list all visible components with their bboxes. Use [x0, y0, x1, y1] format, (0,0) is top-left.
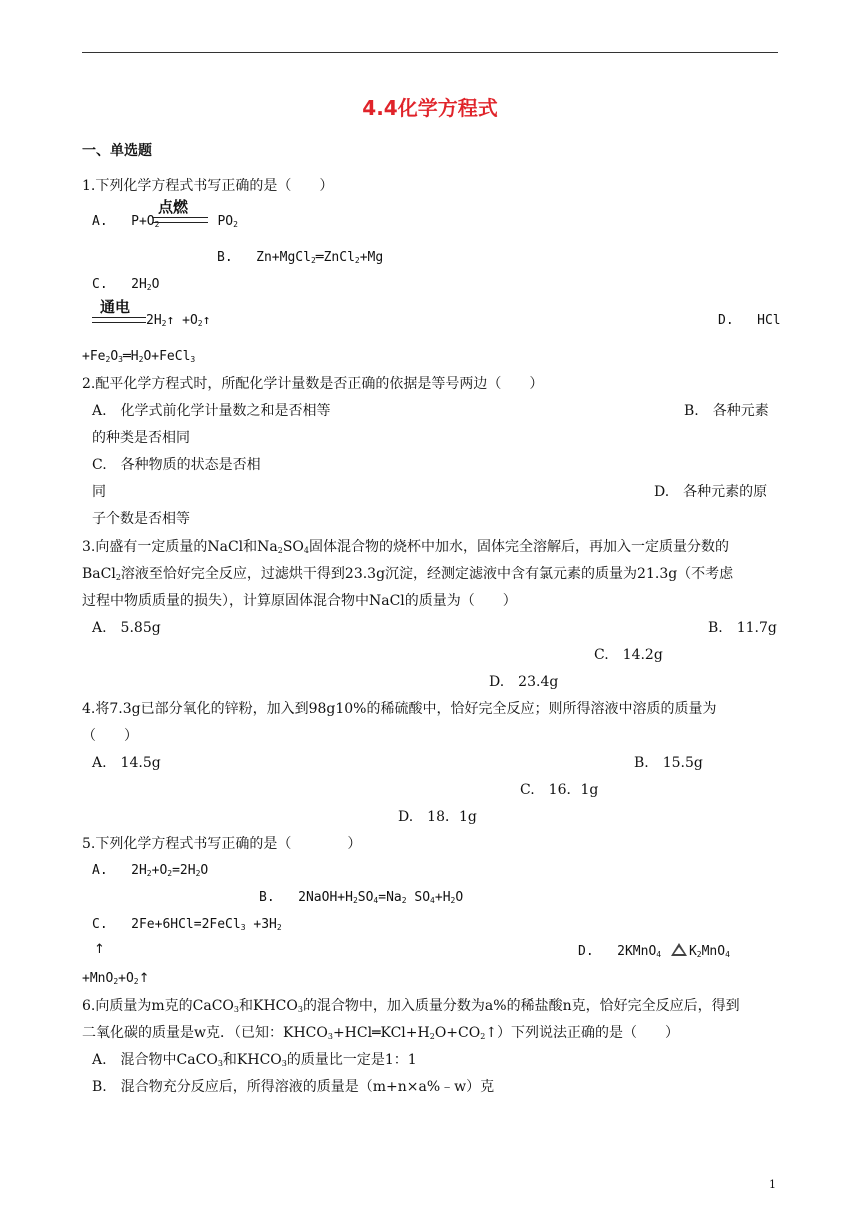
q3-option-c: C. 14.2g: [594, 647, 663, 663]
q5-d-label: D.: [578, 944, 594, 959]
q2-option-b: B. 各种元素: [684, 403, 769, 419]
q1-d-cont-2: O: [110, 349, 119, 364]
q3-option-d: D. 23.4g: [489, 674, 559, 690]
q1-c-formula-2: O: [151, 277, 160, 292]
q6-a-part-3: 的质量比一定是1：1: [286, 1052, 417, 1068]
q6-line-2b: +HCl═KCl+H: [332, 1025, 430, 1041]
q1-d-cont-3: ═H: [122, 349, 139, 364]
q1-c-products-2: ↑ +O: [166, 313, 198, 328]
q1-c-products-1: 2H: [146, 313, 162, 328]
q1-b-label: B.: [217, 250, 233, 265]
q1-d-formula: HCl: [757, 313, 781, 328]
q3-line-2b: 溶液至恰好完全反应，过滤烘干得到23.3g沉淀，经测定滤液中含有氯元素的质量为21.3g（不考虑: [120, 566, 734, 582]
q1-c-condition: 通电: [100, 298, 131, 316]
q5-option-d: D. 2KMnO$_4$ $K_2MnO_4$: [578, 944, 730, 959]
question-4-line-1: 4.将7.3g已部分氧化的锌粉，加入到98g10%的稀硫酸中，恰好完全反应；则所得溶液中溶质的质量为: [82, 701, 717, 717]
q6-line-1b: 和KHCO: [238, 998, 298, 1014]
q1-option-b: B. Zn+MgCl$_2$═ZnCl$_2$+Mg: [217, 250, 384, 265]
q3-line-1c: 固体混合物的烧杯中加水，固体完全溶解后，再加入一定质量分数的: [309, 539, 730, 555]
q3-line-1a: 3.向盛有一定质量的NaCl和Na: [82, 539, 278, 555]
q3-line-2a: BaCl: [82, 566, 116, 582]
question-6-line-1: 6.向质量为m克的CaCO$_3$和$KHCO_3$的混合物中，加入质量分数为a%的稀盐酸n克，恰好完全反应后，得到: [82, 998, 740, 1014]
q1-d-label: D.: [718, 313, 734, 328]
q1-b-formula-3: +Mg: [359, 250, 384, 265]
q1-b-formula-2: ═ZnCl: [315, 250, 355, 265]
q1-option-c: C. $2H_2O$: [92, 277, 160, 292]
question-2-stem: 2.配平化学方程式时，所配化学计量数是否正确的依据是等号两边（ ）: [82, 376, 544, 392]
q6-line-2c: O+CO: [434, 1025, 481, 1041]
q1-c-label: C.: [92, 277, 108, 292]
q1-c-products: $2H_2↑$ $+O_2↑$: [146, 313, 211, 328]
section-heading: 一、单选题: [82, 143, 152, 159]
q1-option-d: [718, 312, 781, 330]
q1-d-cont-1: +Fe: [82, 349, 106, 364]
q4-option-b: B. 15.5g: [634, 755, 703, 771]
q5-c-gas-arrow: ↑: [94, 942, 105, 957]
q1-a-condition: 点燃: [158, 198, 189, 216]
question-5-stem: 5.下列化学方程式书写正确的是（ ）: [82, 836, 362, 852]
q1-c-equals: [92, 317, 146, 323]
q1-b-formula: Zn+MgCl: [256, 250, 311, 265]
q5-option-b: B. $2NaOH+H_2SO_4=Na_2$ $SO_4+H_2O$: [259, 890, 464, 905]
q1-a-label: A.: [92, 214, 108, 229]
q5-a-label: A.: [92, 863, 108, 878]
q1-option-d-continued: $+Fe_2O_3═H_2O+FeCl_3$: [82, 349, 196, 364]
q3-option-b: B. 11.7g: [708, 620, 777, 636]
q6-line-1c: 的混合物中，加入质量分数为a%的稀盐酸n克，恰好完全反应后，得到: [302, 998, 740, 1014]
q6-a-part-2: 和KHCO: [222, 1052, 282, 1068]
question-3-line-1: 3.向盛有一定质量的NaCl和$Na_2SO_4$固体混合物的烧杯中加水，固体完全溶解后，再加入一定质量分数的: [82, 539, 730, 555]
q1-c-formula: 2H: [131, 277, 147, 292]
q2-option-d: D. 各种元素的原: [654, 484, 768, 500]
page-number: 1: [769, 1178, 776, 1191]
q2-option-b-continued: 的种类是否相同: [92, 430, 190, 446]
q6-option-b: B. 混合物充分反应后，所得溶液的质量是（m+n×a%﹣w）克: [92, 1079, 495, 1095]
q4-option-a: A. 14.5g: [92, 755, 161, 771]
q4-option-d: D. 18．1g: [398, 809, 477, 825]
q6-a-part-1: A. 混合物中CaCO: [92, 1052, 218, 1068]
heat-triangle-icon: [671, 943, 687, 956]
question-6-line-2: 二氧化碳的质量是w克．（已知：$KHCO_3+HCl═KCl+H_2O+CO_2↑$）下列说法正确的是（ ）: [82, 1025, 680, 1041]
question-4-line-2: （ ）: [82, 728, 138, 744]
q5-option-a: A. $2H_2+O_2=2H_2O$: [92, 863, 209, 878]
q1-option-a: A. $P+O_2$ $PO_2$: [92, 214, 238, 229]
q3-option-a: A. 5.85g: [92, 620, 161, 636]
q5-b-label: B.: [259, 890, 275, 905]
q6-option-a: A. 混合物中CaCO$_3$和$KHCO_3$的质量比一定是1：1: [92, 1052, 417, 1068]
question-3-line-2: BaCl$_2$溶液至恰好完全反应，过滤烘干得到23.3g沉淀，经测定滤液中含有氯元素的质量为21.3g（不考虑: [82, 566, 734, 582]
q1-c-products-3: ↑: [202, 313, 211, 328]
q6-line-1a: 6.向质量为m克的CaCO: [82, 998, 234, 1014]
q1-a-equals: [152, 217, 208, 223]
question-1-stem: 1.下列化学方程式书写正确的是（ ）: [82, 178, 334, 194]
q2-option-d-continued: 子个数是否相等: [92, 511, 190, 527]
q1-d-cont-4: O+FeCl: [143, 349, 191, 364]
q2-option-c-continued: 同: [92, 484, 106, 500]
q2-option-c: C. 各种物质的状态是否相: [92, 457, 261, 473]
q6-line-2a: 二氧化碳的质量是w克．（已知：KHCO: [82, 1025, 328, 1041]
page-title: 4.4化学方程式: [362, 96, 498, 120]
header-rule: [82, 52, 778, 53]
q5-option-c: C. 2Fe+6HCl=2FeCl$_3$ $+3H_2$: [92, 917, 282, 932]
q4-option-c: C. 16．1g: [520, 782, 599, 798]
question-3-line-3: 过程中物质质量的损失），计算原固体混合物中NaCl的质量为（ ）: [82, 593, 517, 609]
q3-line-1b: SO: [282, 539, 304, 555]
q5-option-d-continued: $+MnO_2+O_2↑$: [82, 971, 150, 986]
q2-option-a: A. 化学式前化学计量数之和是否相等: [92, 403, 331, 419]
q5-c-label: C.: [92, 917, 108, 932]
q6-line-2d: ↑）下列说法正确的是（ ）: [485, 1025, 680, 1041]
